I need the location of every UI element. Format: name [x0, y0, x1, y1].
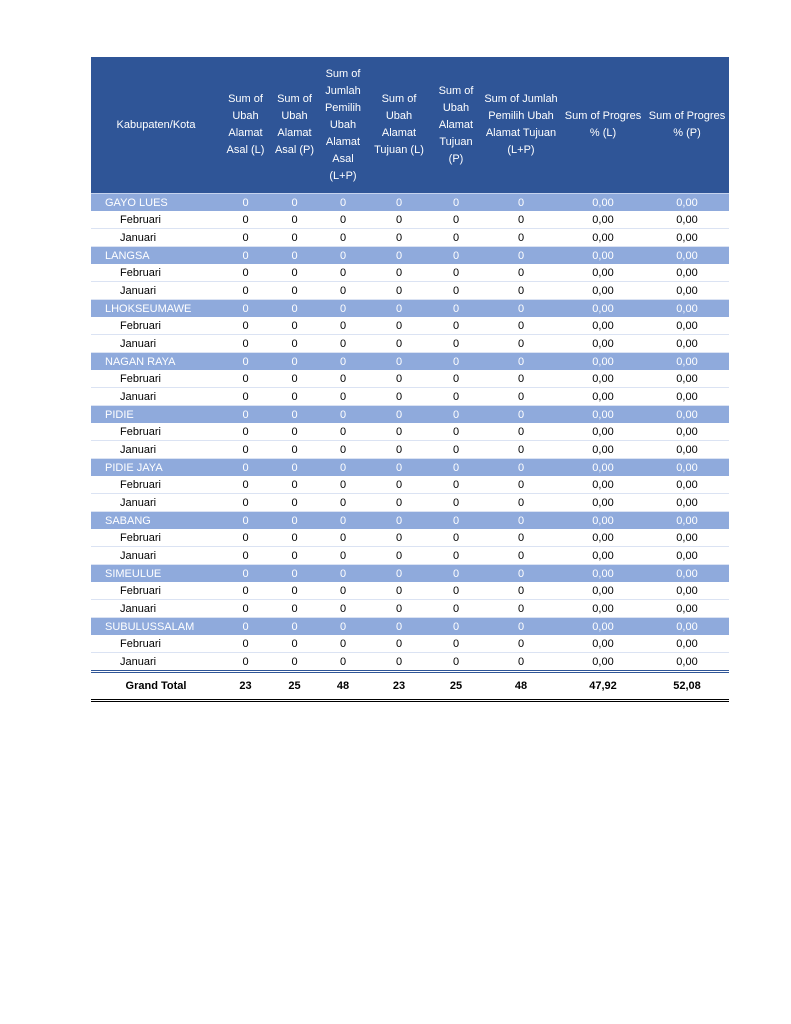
group-value-cell: 0,00 — [561, 194, 645, 212]
group-value-cell: 0 — [481, 512, 561, 530]
group-value-cell: 0 — [481, 194, 561, 212]
value-cell: 0 — [481, 600, 561, 618]
value-cell: 0 — [319, 653, 367, 672]
value-cell: 0 — [367, 423, 431, 441]
value-cell: 0 — [270, 423, 319, 441]
value-cell: 0 — [481, 476, 561, 494]
value-cell: 0 — [270, 582, 319, 600]
value-cell: 0,00 — [645, 423, 729, 441]
value-cell: 0,00 — [561, 494, 645, 512]
group-row — [91, 618, 729, 636]
month-name: Februari — [91, 370, 221, 388]
value-cell: 0 — [367, 529, 431, 547]
pivot-table — [91, 57, 729, 702]
value-cell: 0 — [319, 635, 367, 653]
group-value-cell: 0 — [221, 353, 270, 371]
group-value-cell: 0 — [367, 247, 431, 265]
value-cell: 0 — [319, 600, 367, 618]
value-cell: 0,00 — [645, 317, 729, 335]
group-value-cell: 0 — [221, 565, 270, 583]
value-cell: 0 — [221, 529, 270, 547]
value-cell: 0,00 — [561, 423, 645, 441]
group-value-cell: 0 — [270, 512, 319, 530]
month-name: Februari — [91, 264, 221, 282]
value-cell: 0 — [319, 582, 367, 600]
table-body — [91, 194, 729, 672]
table-row — [91, 529, 729, 547]
group-row — [91, 194, 729, 212]
value-cell: 0 — [481, 282, 561, 300]
group-value-cell: 0 — [319, 406, 367, 424]
value-cell: 0 — [481, 211, 561, 229]
table-row — [91, 317, 729, 335]
group-value-cell: 0 — [431, 459, 481, 477]
value-cell: 0 — [367, 388, 431, 406]
value-cell: 0 — [431, 653, 481, 672]
value-cell: 0,00 — [561, 476, 645, 494]
value-cell: 0 — [221, 388, 270, 406]
value-cell: 0 — [270, 494, 319, 512]
value-cell: 0 — [319, 229, 367, 247]
value-cell: 0 — [319, 547, 367, 565]
grand-total-cell: 25 — [431, 672, 481, 701]
value-cell: 0 — [481, 423, 561, 441]
value-cell: 0,00 — [645, 635, 729, 653]
value-cell: 0,00 — [645, 211, 729, 229]
value-cell: 0 — [367, 547, 431, 565]
table-row — [91, 229, 729, 247]
value-cell: 0 — [270, 529, 319, 547]
value-cell: 0 — [481, 388, 561, 406]
header-jumlah-pemilih-ubah-alamat-tujuan: Sum of Jumlah Pemilih Ubah Alamat Tujuan (L+P) — [481, 57, 561, 194]
value-cell: 0 — [367, 211, 431, 229]
value-cell: 0 — [270, 476, 319, 494]
grand-total-label: Grand Total — [91, 672, 221, 701]
value-cell: 0 — [270, 547, 319, 565]
value-cell: 0,00 — [561, 547, 645, 565]
month-name: Februari — [91, 582, 221, 600]
group-value-cell: 0,00 — [561, 565, 645, 583]
group-value-cell: 0 — [367, 194, 431, 212]
group-value-cell: 0 — [270, 353, 319, 371]
group-value-cell: 0 — [367, 353, 431, 371]
month-name: Januari — [91, 600, 221, 618]
table-row — [91, 600, 729, 618]
value-cell: 0 — [431, 335, 481, 353]
value-cell: 0,00 — [561, 441, 645, 459]
value-cell: 0 — [481, 335, 561, 353]
value-cell: 0 — [367, 317, 431, 335]
table-row — [91, 388, 729, 406]
table-row — [91, 476, 729, 494]
group-value-cell: 0,00 — [645, 247, 729, 265]
header-kabupaten-kota: Kabupaten/Kota — [91, 57, 221, 194]
header-ubah-alamat-asal-l: Sum of Ubah Alamat Asal (L) — [221, 57, 270, 194]
value-cell: 0 — [221, 423, 270, 441]
header-row — [91, 57, 729, 194]
table-row — [91, 423, 729, 441]
group-value-cell: 0,00 — [561, 512, 645, 530]
group-value-cell: 0,00 — [645, 512, 729, 530]
value-cell: 0,00 — [645, 600, 729, 618]
value-cell: 0 — [431, 582, 481, 600]
grand-total-cell: 23 — [367, 672, 431, 701]
value-cell: 0 — [431, 600, 481, 618]
value-cell: 0,00 — [561, 229, 645, 247]
month-name: Februari — [91, 423, 221, 441]
value-cell: 0,00 — [561, 282, 645, 300]
value-cell: 0 — [481, 229, 561, 247]
value-cell: 0 — [367, 264, 431, 282]
group-value-cell: 0 — [221, 406, 270, 424]
group-value-cell: 0 — [431, 194, 481, 212]
month-name: Februari — [91, 635, 221, 653]
value-cell: 0,00 — [561, 388, 645, 406]
value-cell: 0 — [481, 547, 561, 565]
group-value-cell: 0 — [221, 300, 270, 318]
header-ubah-alamat-asal-p: Sum of Ubah Alamat Asal (P) — [270, 57, 319, 194]
group-value-cell: 0 — [270, 618, 319, 636]
group-value-cell: 0 — [367, 565, 431, 583]
value-cell: 0 — [431, 229, 481, 247]
value-cell: 0 — [367, 635, 431, 653]
value-cell: 0 — [431, 494, 481, 512]
value-cell: 0 — [270, 264, 319, 282]
group-name: SABANG — [91, 512, 221, 530]
group-value-cell: 0 — [319, 353, 367, 371]
group-row — [91, 353, 729, 371]
group-value-cell: 0,00 — [561, 618, 645, 636]
group-value-cell: 0 — [319, 565, 367, 583]
grand-total-cell: 23 — [221, 672, 270, 701]
group-value-cell: 0 — [481, 406, 561, 424]
value-cell: 0,00 — [561, 264, 645, 282]
value-cell: 0 — [319, 370, 367, 388]
table-row — [91, 494, 729, 512]
month-name: Januari — [91, 282, 221, 300]
value-cell: 0 — [270, 653, 319, 672]
value-cell: 0,00 — [645, 370, 729, 388]
group-value-cell: 0 — [367, 300, 431, 318]
value-cell: 0,00 — [561, 335, 645, 353]
value-cell: 0 — [367, 282, 431, 300]
value-cell: 0 — [221, 494, 270, 512]
group-row — [91, 512, 729, 530]
month-name: Februari — [91, 476, 221, 494]
group-value-cell: 0 — [431, 512, 481, 530]
group-value-cell: 0 — [481, 247, 561, 265]
month-name: Januari — [91, 441, 221, 459]
value-cell: 0 — [270, 370, 319, 388]
value-cell: 0 — [431, 441, 481, 459]
value-cell: 0,00 — [645, 335, 729, 353]
group-value-cell: 0 — [319, 459, 367, 477]
group-value-cell: 0 — [367, 618, 431, 636]
value-cell: 0 — [270, 211, 319, 229]
month-name: Januari — [91, 653, 221, 672]
value-cell: 0 — [221, 582, 270, 600]
group-value-cell: 0 — [270, 565, 319, 583]
value-cell: 0 — [319, 529, 367, 547]
value-cell: 0,00 — [645, 582, 729, 600]
value-cell: 0,00 — [645, 547, 729, 565]
group-value-cell: 0,00 — [645, 353, 729, 371]
value-cell: 0 — [431, 547, 481, 565]
month-name: Februari — [91, 529, 221, 547]
table-row — [91, 370, 729, 388]
group-value-cell: 0 — [270, 194, 319, 212]
header-ubah-alamat-tujuan-l: Sum of Ubah Alamat Tujuan (L) — [367, 57, 431, 194]
value-cell: 0 — [221, 547, 270, 565]
value-cell: 0 — [431, 423, 481, 441]
group-name: NAGAN RAYA — [91, 353, 221, 371]
group-name: PIDIE — [91, 406, 221, 424]
group-name: SUBULUSSALAM — [91, 618, 221, 636]
value-cell: 0 — [270, 388, 319, 406]
group-value-cell: 0 — [481, 459, 561, 477]
value-cell: 0 — [270, 282, 319, 300]
group-value-cell: 0 — [221, 618, 270, 636]
month-name: Januari — [91, 335, 221, 353]
table-row — [91, 653, 729, 672]
value-cell: 0 — [270, 317, 319, 335]
group-value-cell: 0 — [319, 618, 367, 636]
group-value-cell: 0 — [270, 247, 319, 265]
group-value-cell: 0 — [481, 618, 561, 636]
table-row — [91, 282, 729, 300]
header-jumlah-pemilih-ubah-alamat-asal: Sum of Jumlah Pemilih Ubah Alamat Asal (L+P) — [319, 57, 367, 194]
grand-total-cell: 48 — [319, 672, 367, 701]
value-cell: 0 — [270, 441, 319, 459]
value-cell: 0 — [431, 370, 481, 388]
value-cell: 0 — [367, 441, 431, 459]
value-cell: 0 — [221, 600, 270, 618]
group-value-cell: 0 — [431, 247, 481, 265]
grand-total-cell: 47,92 — [561, 672, 645, 701]
group-value-cell: 0,00 — [645, 406, 729, 424]
value-cell: 0 — [270, 335, 319, 353]
group-row — [91, 406, 729, 424]
value-cell: 0 — [481, 441, 561, 459]
grand-total-row — [91, 672, 729, 701]
group-value-cell: 0,00 — [561, 300, 645, 318]
value-cell: 0 — [221, 653, 270, 672]
group-name: SIMEULUE — [91, 565, 221, 583]
value-cell: 0 — [481, 494, 561, 512]
group-value-cell: 0 — [221, 512, 270, 530]
month-name: Januari — [91, 388, 221, 406]
value-cell: 0 — [431, 529, 481, 547]
group-value-cell: 0 — [319, 247, 367, 265]
value-cell: 0,00 — [645, 229, 729, 247]
group-row — [91, 300, 729, 318]
group-value-cell: 0 — [319, 194, 367, 212]
group-value-cell: 0 — [431, 565, 481, 583]
group-value-cell: 0 — [270, 459, 319, 477]
group-value-cell: 0 — [367, 459, 431, 477]
group-value-cell: 0 — [431, 353, 481, 371]
value-cell: 0 — [319, 388, 367, 406]
value-cell: 0,00 — [645, 476, 729, 494]
group-row — [91, 565, 729, 583]
value-cell: 0,00 — [561, 653, 645, 672]
group-row — [91, 459, 729, 477]
group-value-cell: 0 — [481, 300, 561, 318]
value-cell: 0 — [270, 600, 319, 618]
value-cell: 0 — [221, 441, 270, 459]
group-value-cell: 0 — [221, 459, 270, 477]
grand-total-cell: 48 — [481, 672, 561, 701]
group-value-cell: 0,00 — [645, 459, 729, 477]
value-cell: 0 — [319, 441, 367, 459]
value-cell: 0 — [431, 476, 481, 494]
group-value-cell: 0 — [431, 618, 481, 636]
group-value-cell: 0 — [270, 406, 319, 424]
value-cell: 0 — [481, 635, 561, 653]
month-name: Januari — [91, 229, 221, 247]
value-cell: 0 — [319, 264, 367, 282]
value-cell: 0 — [431, 264, 481, 282]
value-cell: 0 — [221, 264, 270, 282]
table-row — [91, 441, 729, 459]
group-value-cell: 0,00 — [561, 459, 645, 477]
value-cell: 0,00 — [645, 494, 729, 512]
value-cell: 0 — [319, 211, 367, 229]
value-cell: 0,00 — [645, 441, 729, 459]
group-name: GAYO LUES — [91, 194, 221, 212]
group-value-cell: 0,00 — [561, 406, 645, 424]
value-cell: 0 — [221, 211, 270, 229]
group-value-cell: 0,00 — [645, 565, 729, 583]
group-name: LANGSA — [91, 247, 221, 265]
value-cell: 0 — [221, 476, 270, 494]
value-cell: 0 — [481, 653, 561, 672]
group-value-cell: 0 — [319, 512, 367, 530]
group-value-cell: 0 — [431, 300, 481, 318]
value-cell: 0,00 — [561, 211, 645, 229]
header-progres-l: Sum of Progres % (L) — [561, 57, 645, 194]
group-value-cell: 0 — [319, 300, 367, 318]
table-row — [91, 582, 729, 600]
value-cell: 0 — [367, 582, 431, 600]
group-value-cell: 0 — [367, 512, 431, 530]
grand-total-cell: 25 — [270, 672, 319, 701]
value-cell: 0 — [431, 282, 481, 300]
value-cell: 0,00 — [561, 529, 645, 547]
value-cell: 0 — [221, 282, 270, 300]
group-value-cell: 0,00 — [561, 353, 645, 371]
value-cell: 0 — [319, 335, 367, 353]
grand-total-cell: 52,08 — [645, 672, 729, 701]
month-name: Januari — [91, 547, 221, 565]
month-name: Februari — [91, 211, 221, 229]
value-cell: 0 — [367, 229, 431, 247]
value-cell: 0,00 — [561, 600, 645, 618]
table-row — [91, 335, 729, 353]
value-cell: 0 — [319, 282, 367, 300]
value-cell: 0 — [367, 600, 431, 618]
value-cell: 0 — [431, 317, 481, 335]
table-row — [91, 635, 729, 653]
value-cell: 0 — [367, 494, 431, 512]
group-name: PIDIE JAYA — [91, 459, 221, 477]
value-cell: 0,00 — [645, 282, 729, 300]
table-row — [91, 264, 729, 282]
value-cell: 0 — [481, 582, 561, 600]
group-value-cell: 0 — [221, 194, 270, 212]
group-value-cell: 0 — [481, 565, 561, 583]
value-cell: 0 — [367, 476, 431, 494]
group-value-cell: 0 — [481, 353, 561, 371]
value-cell: 0 — [221, 370, 270, 388]
header-ubah-alamat-tujuan-p: Sum of Ubah Alamat Tujuan (P) — [431, 57, 481, 194]
value-cell: 0 — [221, 335, 270, 353]
value-cell: 0,00 — [561, 635, 645, 653]
value-cell: 0 — [319, 317, 367, 335]
value-cell: 0 — [221, 635, 270, 653]
group-name: LHOKSEUMAWE — [91, 300, 221, 318]
value-cell: 0 — [431, 211, 481, 229]
value-cell: 0 — [270, 229, 319, 247]
value-cell: 0,00 — [645, 653, 729, 672]
table-row — [91, 547, 729, 565]
value-cell: 0,00 — [645, 388, 729, 406]
group-value-cell: 0 — [367, 406, 431, 424]
value-cell: 0,00 — [645, 264, 729, 282]
table-row — [91, 211, 729, 229]
value-cell: 0 — [319, 494, 367, 512]
value-cell: 0,00 — [561, 317, 645, 335]
value-cell: 0 — [431, 388, 481, 406]
value-cell: 0 — [221, 317, 270, 335]
value-cell: 0,00 — [561, 370, 645, 388]
value-cell: 0 — [319, 476, 367, 494]
value-cell: 0 — [319, 423, 367, 441]
group-value-cell: 0,00 — [645, 618, 729, 636]
value-cell: 0 — [481, 370, 561, 388]
group-value-cell: 0,00 — [561, 247, 645, 265]
month-name: Februari — [91, 317, 221, 335]
value-cell: 0 — [367, 653, 431, 672]
month-name: Januari — [91, 494, 221, 512]
value-cell: 0,00 — [561, 582, 645, 600]
value-cell: 0 — [481, 264, 561, 282]
group-value-cell: 0 — [221, 247, 270, 265]
value-cell: 0 — [270, 635, 319, 653]
value-cell: 0 — [481, 529, 561, 547]
value-cell: 0 — [367, 370, 431, 388]
value-cell: 0 — [431, 635, 481, 653]
group-value-cell: 0,00 — [645, 194, 729, 212]
value-cell: 0 — [221, 229, 270, 247]
value-cell: 0,00 — [645, 529, 729, 547]
value-cell: 0 — [367, 335, 431, 353]
group-value-cell: 0 — [270, 300, 319, 318]
value-cell: 0 — [481, 317, 561, 335]
group-value-cell: 0,00 — [645, 300, 729, 318]
group-row — [91, 247, 729, 265]
header-progres-p: Sum of Progres % (P) — [645, 57, 729, 194]
group-value-cell: 0 — [431, 406, 481, 424]
